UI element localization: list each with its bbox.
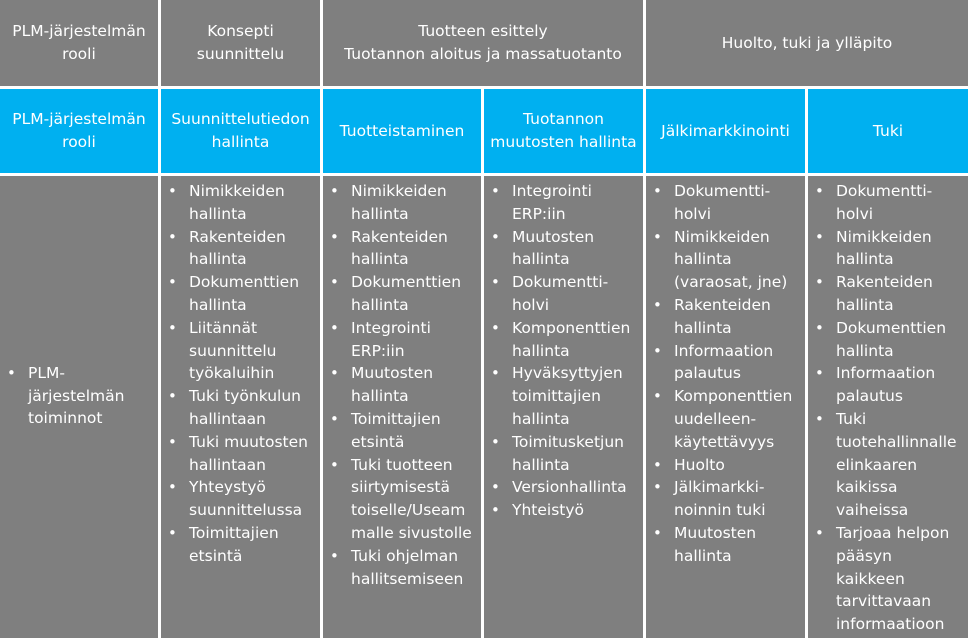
list-item [323, 454, 479, 545]
list-item-line: vaiheissa [836, 501, 909, 520]
body-design-data-cell [161, 176, 320, 638]
subheader-design-data-cell [161, 89, 320, 173]
list-item-line: siirtymisestä [351, 478, 450, 497]
list-item [646, 226, 803, 294]
header-maintenance-text: Huolto, tuki ja ylläpito [721, 33, 893, 52]
list-item [161, 271, 318, 317]
list-item-line: työkaluihin [189, 364, 275, 383]
list-item-line: kaikissa [836, 478, 898, 497]
list-item-line: pääsyn [836, 546, 892, 565]
list-item-line: • Tuki tuotteen [351, 455, 453, 474]
list-item-line: hallinta [351, 204, 409, 223]
list-item-line: • Huolto [674, 455, 725, 474]
list-item [646, 294, 803, 340]
list-item-line: • Komponenttien [512, 318, 631, 337]
body-role-list [0, 362, 124, 430]
subheader-change-mgmt-line: Tuotannon [523, 110, 604, 129]
list-item-line: malle sivustolle [351, 523, 472, 542]
list-item-line: suunnittelu [189, 341, 277, 360]
list-item-line: etsintä [189, 546, 243, 565]
list-item-line: • Komponenttien [674, 387, 793, 406]
header-product-intro-line: Tuotannon aloitus ja massatuotanto [344, 45, 622, 63]
list-item-line: • Hyväksyttyjen [512, 364, 623, 383]
list-item [161, 317, 318, 385]
subheader-change-mgmt-line: muutosten hallinta [490, 133, 637, 151]
subheader-design-data-line: Suunnittelutiedon [171, 110, 310, 129]
list-item-line: • Rakenteiden [674, 295, 771, 314]
list-item-line: • Jälkimarkki- [674, 478, 765, 497]
list-item [161, 476, 318, 522]
header-role-cell [0, 0, 158, 86]
list-item [646, 180, 803, 226]
list-item-line: kaikkeen [836, 569, 905, 588]
list-item-line: • Toimitusketjun [512, 432, 624, 451]
list-item [323, 317, 479, 363]
list-item-line: ERP:iin [512, 204, 566, 223]
list-item-line: • Rakenteiden [836, 273, 933, 292]
subheader-change-mgmt-text [490, 108, 636, 154]
list-item-line: • Toimittajien [351, 409, 441, 428]
list-item-line: noinnin tuki [674, 501, 766, 520]
list-item-line: • Tuki ohjelman [351, 546, 459, 565]
subheader-productization-text: Tuotteistaminen [339, 121, 465, 140]
list-item: • PLM- järjestelmän toiminnot [0, 362, 124, 430]
list-item-line: ERP:iin [351, 341, 405, 360]
subheader-change-mgmt-cell [484, 89, 643, 173]
list-item [484, 226, 641, 272]
list-item-line: toimittajien [512, 387, 601, 406]
list-item [484, 476, 641, 499]
list-item-line: • Yhteystyö [189, 478, 266, 497]
list-item-line: holvi [836, 204, 874, 223]
subheader-role-line: PLM-järjestelmän [12, 110, 146, 129]
list-item [323, 226, 479, 272]
list-item-line: elinkaaren [836, 455, 918, 474]
subheader-support-text: Tuki [872, 121, 904, 140]
list-item-line: hallinta [674, 318, 732, 337]
subheader-role-text [12, 108, 145, 154]
list-item-line: hallinta [351, 295, 409, 314]
body-change-mgmt-cell [484, 176, 643, 638]
list-item-line: käytettävyys [674, 432, 775, 451]
list-item-line: • Versionhallinta [512, 478, 627, 497]
design-data-list [161, 180, 318, 568]
subheader-aftermarket-cell [646, 89, 805, 173]
productization-list [323, 180, 479, 590]
list-item-line: • Toimittajien [189, 523, 279, 542]
list-item-line: hallinta [674, 250, 732, 269]
list-item-line: hallinta [512, 409, 570, 428]
list-item-line: hallinta [189, 250, 247, 269]
list-item-line: tuotehallinnalle [836, 432, 957, 451]
list-item-line: • Muutosten [351, 364, 434, 383]
list-item [808, 408, 966, 522]
change-mgmt-list [484, 180, 641, 522]
header-product-intro-text [344, 20, 622, 66]
list-item-line: • Tuki työnkulun [189, 387, 301, 406]
list-item-line: hallinta [836, 295, 894, 314]
header-role-text [12, 20, 145, 66]
list-item-line: hallinta [189, 295, 247, 314]
support-list [808, 180, 966, 636]
list-item [484, 362, 641, 430]
list-item [161, 180, 318, 226]
list-item-line: • Informaation [836, 364, 936, 383]
subheader-design-data-line: hallinta [211, 133, 270, 151]
list-item [808, 522, 966, 636]
header-concept-cell [161, 0, 320, 86]
list-item-line: hallinta [189, 204, 247, 223]
list-item-line: hallinta [836, 250, 894, 269]
list-item-line: • Rakenteiden [351, 227, 448, 246]
list-item-line: • Muutosten [674, 523, 757, 542]
list-item-line: tarvittavaan [836, 592, 932, 611]
list-item-line: hallinta [836, 341, 894, 360]
header-maintenance-cell [646, 0, 968, 86]
list-item-line: palautus [836, 387, 903, 406]
list-item-line: • Tuki [836, 409, 867, 428]
list-item-line: informaatioon [836, 615, 945, 634]
body-support-cell [808, 176, 968, 638]
list-item-line: hallinta [512, 455, 570, 474]
list-item-line: • Nimikkeiden [674, 227, 770, 246]
list-item-line: • Informaation [674, 341, 774, 360]
list-item-line: holvi [512, 295, 550, 314]
list-item-line: • Muutosten [512, 227, 595, 246]
list-item-line: (varaosat, jne) [674, 273, 788, 292]
list-item-line: suunnittelussa [189, 501, 303, 520]
header-concept-line: suunnittelu [196, 45, 285, 63]
subheader-design-data-text [171, 108, 309, 154]
list-item [484, 271, 641, 317]
list-item [646, 522, 803, 568]
list-item-line: • Liitännät [189, 318, 258, 337]
list-item [808, 362, 966, 408]
list-item [484, 317, 641, 363]
list-item-line: • Yhteistyö [512, 501, 585, 520]
list-item [484, 180, 641, 226]
header-concept-line: Konsepti [207, 22, 274, 41]
list-item-line: • Dokumenttien [189, 273, 300, 292]
list-item-line: • Dokumentti- [836, 182, 933, 200]
header-role-line: PLM-järjestelmän [12, 22, 146, 41]
subheader-productization-cell [323, 89, 481, 173]
list-item [161, 226, 318, 272]
header-concept-text [197, 20, 285, 66]
list-item-line: • Dokumenttien [351, 273, 462, 292]
subheader-role-line: rooli [62, 133, 96, 151]
list-item [646, 385, 803, 453]
list-item [323, 545, 479, 591]
list-item-line: • Dokumentti- [512, 273, 609, 292]
list-item [646, 340, 803, 386]
list-item-line: holvi [674, 204, 712, 223]
list-item-line: hallinta [512, 341, 570, 360]
list-item [161, 522, 318, 568]
list-item-line: • Dokumentti- [674, 182, 771, 200]
list-item-line: palautus [674, 364, 741, 383]
body-aftermarket-cell [646, 176, 805, 638]
list-item [808, 180, 966, 226]
list-item-line: • Nimikkeiden [189, 182, 285, 200]
list-item-line: • Nimikkeiden [836, 227, 932, 246]
list-item [484, 499, 641, 522]
body-role-cell [0, 176, 158, 638]
list-item-line: etsintä [351, 432, 405, 451]
list-item-line: • Tuki muutosten [189, 432, 308, 451]
list-item-line: hallintaan [189, 409, 266, 428]
list-item [808, 226, 966, 272]
list-item [161, 385, 318, 431]
list-item [323, 180, 479, 226]
list-item [646, 454, 803, 477]
list-item [484, 431, 641, 477]
list-item-line: hallinta [351, 250, 409, 269]
list-item-line: uudelleen- [674, 409, 757, 428]
list-item-line: • Rakenteiden [189, 227, 286, 246]
list-item [161, 431, 318, 477]
list-item-line: hallitsemiseen [351, 569, 464, 588]
list-item-line: • Integrointi [351, 318, 431, 337]
list-item-line: hallinta [674, 546, 732, 565]
list-item [323, 362, 479, 408]
list-item [808, 271, 966, 317]
list-item-line: • Nimikkeiden [351, 182, 447, 200]
subheader-role-cell [0, 89, 158, 173]
header-role-line: rooli [62, 45, 96, 63]
aftermarket-list [646, 180, 803, 568]
body-productization-cell [323, 176, 481, 638]
list-item [808, 317, 966, 363]
list-item-line: hallinta [351, 387, 409, 406]
list-item [646, 476, 803, 522]
list-item [323, 408, 479, 454]
list-item-line: • Tarjoaa helpon [836, 523, 950, 542]
header-product-intro-line: Tuotteen esittely [418, 22, 548, 41]
list-item-line: hallintaan [189, 455, 266, 474]
subheader-support-cell [808, 89, 968, 173]
list-item [323, 271, 479, 317]
list-item-line: hallinta [512, 250, 570, 269]
subheader-aftermarket-text: Jälkimarkkinointi [661, 121, 790, 140]
list-item-line: toiselle/Useam [351, 501, 466, 520]
list-item-line: • Integrointi [512, 182, 592, 200]
header-product-intro-cell [323, 0, 643, 86]
list-item-line: • Dokumenttien [836, 318, 947, 337]
